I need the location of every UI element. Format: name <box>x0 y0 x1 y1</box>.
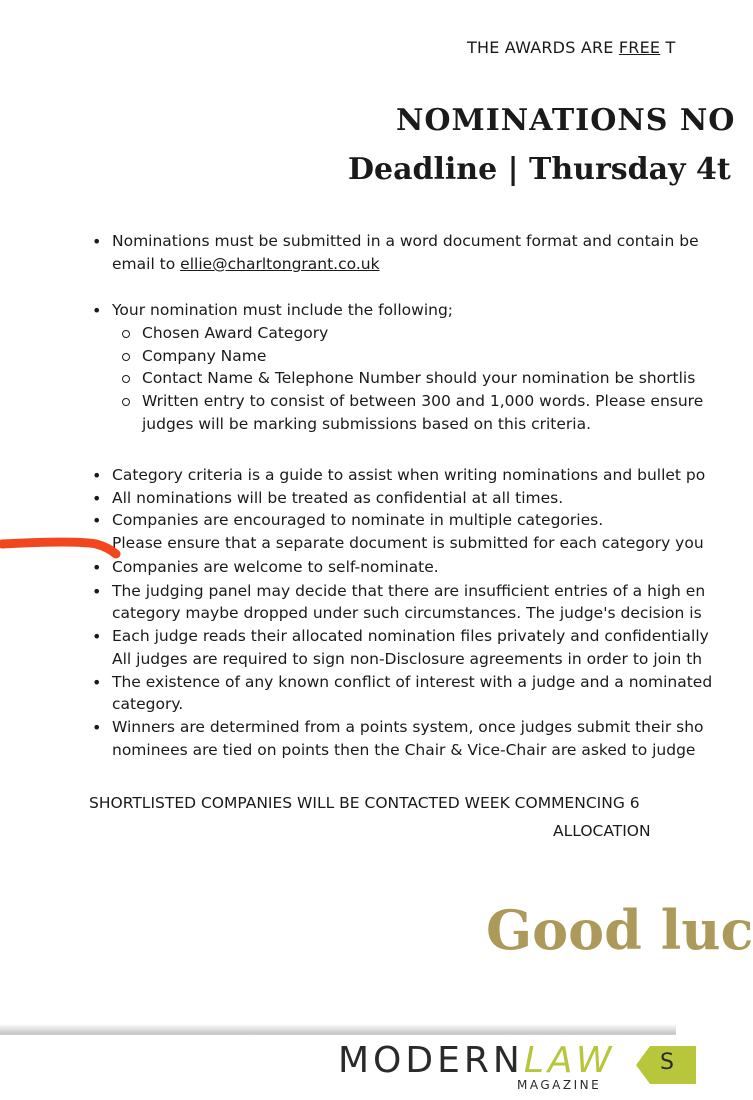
allocation-notice: ALLOCATION <box>553 822 651 840</box>
logo-magazine-text: MAGAZINE <box>517 1078 602 1092</box>
page-title: NOMINATIONS NO <box>396 103 736 138</box>
footer-tab-label: S <box>660 1050 674 1075</box>
modern-law-logo[interactable] <box>338 1040 615 1081</box>
free-note-suffix: T <box>660 38 676 57</box>
sub-company-name: Company Name <box>142 345 266 368</box>
rule-include-following: • Your nomination must include the following; <box>112 299 453 322</box>
rule-confidential: • All nominations will be treated as confidential at all times. <box>112 487 563 510</box>
good-luck-heading: Good luc <box>486 898 753 962</box>
rule-conflict-of-interest: • The existence of any known conflict of interest with a judge and a nominated <box>112 671 712 694</box>
rule-insufficient-entries-cont: category maybe dropped under such circumstances. The judge's decision is <box>112 604 702 622</box>
rule-judge-reads-cont: All judges are required to sign non-Disclosure agreements in order to join th <box>112 650 703 668</box>
rule-nomination-format: • Nominations must be submitted in a word document format and contain be <box>112 230 699 253</box>
rule-points-system-cont: nominees are tied on points then the Chair & Vice-Chair are asked to judge <box>112 741 696 759</box>
rule-category-criteria: • Category criteria is a guide to assist when writing nominations and bullet po <box>112 464 705 487</box>
free-word: FREE <box>618 38 661 57</box>
rule-conflict-of-interest-cont: category. <box>112 695 184 713</box>
sub-written-entry: Written entry to consist of between 300 and 1,000 words. Please ensure <box>142 390 703 413</box>
deadline-heading: Deadline | Thursday 4t <box>348 152 731 187</box>
sub-written-entry-cont: judges will be marking submissions based on this criteria. <box>142 415 592 433</box>
logo-law-text: LAW <box>523 1040 616 1081</box>
email-link[interactable]: ellie@charltongrant.co.uk <box>180 255 380 273</box>
email-prefix: email to <box>112 255 181 273</box>
rule-points-system: • Winners are determined from a points system, once judges submit their sho <box>112 716 704 739</box>
rule-insufficient-entries: • The judging panel may decide that there are insufficient entries of a high en <box>112 580 705 603</box>
rule-email-line <box>112 253 380 276</box>
logo-modern-text: MODERN <box>338 1040 524 1081</box>
rule-multiple-categories: • Companies are encouraged to nominate in multiple categories. <box>112 509 603 532</box>
rule-separate-document: • Please ensure that a separate document is submitted for each category you <box>112 532 704 555</box>
rule-judge-reads: • Each judge reads their allocated nomination files privately and confidentially <box>112 625 709 648</box>
rule-self-nominate: • Companies are welcome to self-nominate. <box>112 556 439 579</box>
free-awards-note <box>467 38 676 57</box>
free-note-prefix: THE AWARDS ARE <box>467 38 619 57</box>
sub-award-category: Chosen Award Category <box>142 322 328 345</box>
annotation-arrow-mark <box>0 533 130 563</box>
sub-contact-name: Contact Name & Telephone Number should your nomination be shortlis <box>142 367 695 390</box>
shortlist-notice: SHORTLISTED COMPANIES WILL BE CONTACTED WEEK COMMENCING 6 <box>89 794 640 812</box>
